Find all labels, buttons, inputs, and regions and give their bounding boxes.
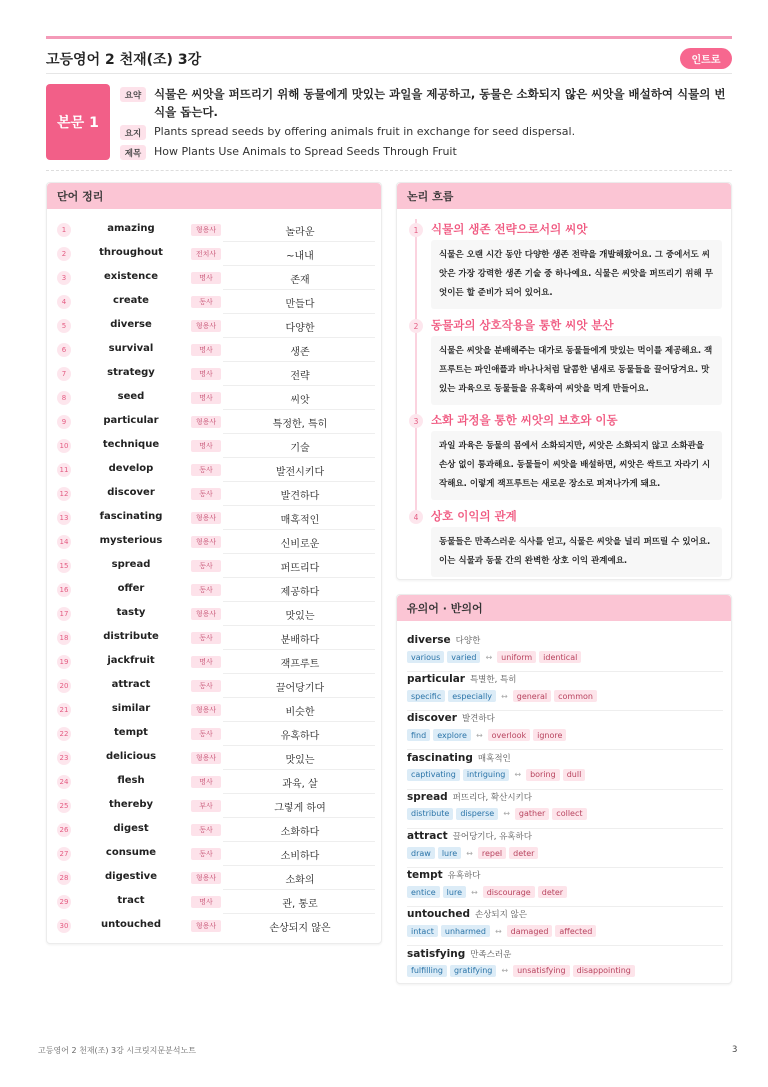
vocab-row xyxy=(47,578,383,602)
flow-step-number: 4 xyxy=(409,510,423,524)
vocab-meaning: 손상되지 않은 xyxy=(269,923,331,934)
flow-step-number: 3 xyxy=(409,414,423,428)
vocab-meaning: 다양한 xyxy=(285,323,315,334)
vocab-word: consume xyxy=(105,847,157,858)
vocab-word: discover xyxy=(107,487,155,498)
vocab-word: flesh xyxy=(117,775,145,786)
synonym-headword-meaning: 유혹하다 xyxy=(447,871,481,882)
opposite-arrow-icon: ↔ xyxy=(475,730,483,740)
section-divider xyxy=(46,170,732,171)
vocab-word: tract xyxy=(117,895,145,906)
synonym-chip: various xyxy=(407,651,444,663)
vocab-meaning: 발전시키다 xyxy=(275,467,325,478)
vocab-row xyxy=(47,266,383,290)
synonym-headword-meaning: 만족스러운 xyxy=(470,949,512,960)
gist-row xyxy=(120,123,575,140)
footer-text: 고등영어 2 천재(조) 3강 시크릿지문분석노트 xyxy=(38,1046,196,1055)
synonym-chip: especially xyxy=(448,690,496,702)
vocab-pos-badge: 형용사 xyxy=(191,512,221,524)
vocab-row xyxy=(47,746,383,770)
flow-step-number: 2 xyxy=(409,319,423,333)
vocab-meaning: 소화하다 xyxy=(280,827,320,838)
summary-text: 식물은 씨앗을 퍼뜨리기 위해 동물에게 맛있는 과일을 제공하고, 동물은 소화되지 않은 씨앗을 배설하여 식물의 번식을 돕는다. xyxy=(154,87,726,119)
vocab-meaning: 전략 xyxy=(290,371,310,382)
vocab-heading: 단어 정리 xyxy=(47,183,381,209)
antonym-chip: affected xyxy=(555,925,596,937)
synonym-headword xyxy=(407,712,495,724)
vocab-word: diverse xyxy=(110,319,152,330)
vocab-pos-badge: 형용사 xyxy=(191,416,221,428)
flow-step-text: 동물들은 만족스러운 식사를 얻고, 식물은 씨앗을 널리 퍼뜨릴 수 있어요. 이는 식물과 동물 간의 완벽한 상호 이익 관계예요. xyxy=(431,527,722,577)
vocab-row xyxy=(47,314,383,338)
synonym-headword-meaning: 특별한, 특히 xyxy=(469,675,517,686)
synonym-chips xyxy=(407,925,599,937)
synonym-chips xyxy=(407,769,588,781)
vocab-meaning: 끌어당기다 xyxy=(275,683,325,694)
vocab-meaning: 과육, 살 xyxy=(282,779,318,790)
vocab-row xyxy=(47,890,383,914)
vocab-pos-badge: 명사 xyxy=(191,656,221,668)
vocab-pos-badge: 전치사 xyxy=(191,248,221,260)
vocab-word: distribute xyxy=(103,631,159,642)
opposite-arrow-icon: ↔ xyxy=(514,770,522,780)
vocab-number: 18 xyxy=(57,631,71,645)
vocab-meaning: 씨앗 xyxy=(290,395,310,406)
summary-tag: 요약 xyxy=(120,87,146,102)
title-divider xyxy=(46,73,732,74)
vocab-pos-badge: 명사 xyxy=(191,368,221,380)
vocab-row xyxy=(47,626,383,650)
vocab-pos-badge: 동사 xyxy=(191,632,221,644)
vocab-word: existence xyxy=(103,271,158,282)
vocab-number: 29 xyxy=(57,895,71,909)
flow-step-title: 상호 이익의 관계 xyxy=(431,509,517,523)
vocab-pos-badge: 형용사 xyxy=(191,920,221,932)
vocab-word: tasty xyxy=(116,607,146,618)
vocab-word: spread xyxy=(111,559,151,570)
antonym-chip: dull xyxy=(563,769,586,781)
opposite-arrow-icon: ↔ xyxy=(503,809,510,819)
logic-heading: 논리 흐름 xyxy=(397,183,731,209)
vocab-pos-badge: 명사 xyxy=(191,440,221,452)
flow-step-text: 식물은 씨앗을 분배해주는 대가로 동물들에게 맛있는 먹이를 제공해요. 잭프루트는 파인애플과 바나나처럼 달콤한 냄새로 동물들을 끌어당겨요. 맛있는 과육으로 동물들을 유혹하여 씨앗을 먹게 만들어요. xyxy=(431,336,722,405)
synonym-headword-text: untouched xyxy=(407,908,470,921)
vocab-row xyxy=(47,650,383,674)
synonym-chip: varied xyxy=(447,651,480,663)
vocab-row xyxy=(47,698,383,722)
synonym-chip: disperse xyxy=(456,808,498,820)
vocab-number: 16 xyxy=(57,583,71,597)
vocab-number: 7 xyxy=(57,367,71,381)
synonym-chip: gratifying xyxy=(450,965,496,977)
antonym-chip: repel xyxy=(478,847,506,859)
synonym-chips xyxy=(407,729,569,741)
antonym-chip: unsatisfying xyxy=(513,965,570,977)
synonym-headword-text: tempt xyxy=(407,869,443,882)
synonym-headword-text: diverse xyxy=(407,634,451,646)
vocab-word: throughout xyxy=(99,247,163,258)
vocab-pos-badge: 동사 xyxy=(191,560,221,572)
vocab-row xyxy=(47,722,383,746)
vocab-number: 14 xyxy=(57,535,71,549)
vocab-pos-badge: 형용사 xyxy=(191,320,221,332)
antonym-chip: identical xyxy=(539,651,581,663)
synonym-headword xyxy=(407,869,480,881)
synonym-chip: captivating xyxy=(407,769,460,781)
antonym-chip: damaged xyxy=(507,925,553,937)
vocab-word: similar xyxy=(111,703,151,714)
vocab-number: 8 xyxy=(57,391,71,405)
opposite-arrow-icon: ↔ xyxy=(501,691,508,701)
vocab-number: 30 xyxy=(57,919,71,933)
vocab-row xyxy=(47,674,383,698)
synonym-entry xyxy=(407,829,723,868)
vocab-number: 25 xyxy=(57,799,71,813)
vocab-word: jackfruit xyxy=(107,655,155,666)
vocab-number: 1 xyxy=(57,223,71,237)
synonym-entry xyxy=(407,711,723,750)
vocab-meaning: 잭프루트 xyxy=(280,659,320,670)
synonym-entry xyxy=(407,790,723,829)
vocab-word: strategy xyxy=(107,367,155,378)
vocab-meaning: 소화의 xyxy=(285,875,315,886)
synonym-chip: lure xyxy=(443,886,466,898)
vocab-row xyxy=(47,410,383,434)
vocab-pos-badge: 동사 xyxy=(191,584,221,596)
vocab-number: 2 xyxy=(57,247,71,261)
synonym-chip: draw xyxy=(407,847,435,859)
synonym-headword xyxy=(407,673,516,685)
vocab-meaning: 특정한, 특히 xyxy=(272,419,328,430)
vocab-meaning: 발견하다 xyxy=(280,491,320,502)
vocab-row xyxy=(47,506,383,530)
vocab-word: digest xyxy=(113,823,149,834)
intro-button[interactable]: 인트로 xyxy=(680,48,732,69)
vocab-meaning: 맛있는 xyxy=(285,611,315,622)
opposite-arrow-icon: ↔ xyxy=(494,926,502,936)
logic-panel xyxy=(396,182,732,580)
vocab-row xyxy=(47,362,383,386)
flow-step-title: 동물과의 상호작용을 통한 씨앗 분산 xyxy=(431,318,614,332)
vocab-number: 27 xyxy=(57,847,71,861)
vocab-meaning: 퍼뜨리다 xyxy=(280,563,320,574)
vocab-meaning: 신비로운 xyxy=(280,539,320,550)
vocab-number: 4 xyxy=(57,295,71,309)
vocab-pos-badge: 명사 xyxy=(191,272,221,284)
vocab-word: amazing xyxy=(107,223,155,234)
vocab-pos-badge: 명사 xyxy=(191,392,221,404)
vocab-number: 12 xyxy=(57,487,71,501)
synonym-chip: unharmed xyxy=(441,925,490,937)
antonym-chip: discourage xyxy=(483,886,535,898)
vocab-row xyxy=(47,386,383,410)
synonym-chip: intact xyxy=(407,925,438,937)
synonym-chips xyxy=(407,690,600,702)
page-number: 3 xyxy=(732,1045,738,1055)
synonym-entry xyxy=(407,868,723,907)
vocab-word: delicious xyxy=(105,751,157,762)
vocab-word: develop xyxy=(108,463,154,474)
synonym-chip: specific xyxy=(407,690,445,702)
synonym-entry xyxy=(407,751,723,790)
top-accent-bar xyxy=(46,36,732,39)
vocab-panel xyxy=(46,182,382,944)
gist-text: Plants spread seeds by offering animals fruit in exchange for seed dispersal. xyxy=(154,125,576,138)
vocab-pos-badge: 형용사 xyxy=(191,752,221,764)
vocab-meaning: ~내내 xyxy=(286,251,314,262)
vocab-word: fascinating xyxy=(99,511,163,522)
antonym-chip: uniform xyxy=(497,651,536,663)
synonym-headword-text: satisfying xyxy=(407,947,466,960)
synonym-headword xyxy=(407,791,532,803)
synonym-headword-text: fascinating xyxy=(407,751,473,764)
synonym-entry xyxy=(407,947,723,986)
vocab-pos-badge: 동사 xyxy=(191,680,221,692)
vocab-pos-badge: 동사 xyxy=(191,296,221,308)
synonym-chip: explore xyxy=(433,729,471,741)
synonym-chip: distribute xyxy=(407,808,453,820)
vocab-meaning: 존재 xyxy=(290,275,310,286)
antonym-chip: overlook xyxy=(488,729,530,741)
vocab-row xyxy=(47,842,383,866)
vocab-meaning: 기술 xyxy=(290,443,310,454)
opposite-arrow-icon: ↔ xyxy=(466,848,473,858)
vocab-row xyxy=(47,554,383,578)
vocab-meaning: 유혹하다 xyxy=(280,731,320,742)
synonym-headword-meaning: 다양한 xyxy=(455,636,481,646)
synonym-chip: entice xyxy=(407,886,440,898)
summary-row xyxy=(120,85,732,121)
gist-tag: 요지 xyxy=(120,125,146,140)
antonym-chip: gather xyxy=(515,808,549,820)
synonym-headword-meaning: 끌어당기다, 유혹하다 xyxy=(452,832,532,842)
vocab-number: 13 xyxy=(57,511,71,525)
vocab-number: 9 xyxy=(57,415,71,429)
synonym-headword-text: particular xyxy=(407,673,465,686)
vocab-meaning: 소비하다 xyxy=(280,851,320,862)
vocab-row xyxy=(47,770,383,794)
synonym-headword xyxy=(407,908,527,920)
vocab-number: 26 xyxy=(57,823,71,837)
synonym-chips xyxy=(407,886,570,898)
title-tag: 제목 xyxy=(120,145,146,160)
antonym-chip: general xyxy=(513,690,551,702)
vocab-meaning: 놀라운 xyxy=(285,227,315,238)
synonym-chips xyxy=(407,651,584,663)
vocab-meaning: 그렇게 하여 xyxy=(274,803,326,814)
vocab-row xyxy=(47,338,383,362)
antonym-chip: deter xyxy=(509,847,538,859)
vocab-pos-badge: 형용사 xyxy=(191,608,221,620)
section-badge: 본문 1 xyxy=(46,84,110,160)
antonym-chip: common xyxy=(554,690,597,702)
synonym-headword-meaning: 퍼뜨리다, 확산시키다 xyxy=(452,792,532,803)
vocab-row xyxy=(47,818,383,842)
vocab-row xyxy=(47,218,383,242)
flow-step-number: 1 xyxy=(409,223,423,237)
vocab-row xyxy=(47,602,383,626)
vocab-meaning: 분배하다 xyxy=(280,635,320,646)
vocab-pos-badge: 명사 xyxy=(191,344,221,356)
vocab-meaning: 제공하다 xyxy=(280,587,320,598)
synonym-chip: lure xyxy=(438,847,461,859)
vocab-number: 17 xyxy=(57,607,71,621)
page-title: 고등영어 2 천재(조) 3강 xyxy=(46,52,202,68)
vocab-row xyxy=(47,242,383,266)
vocab-pos-badge: 형용사 xyxy=(191,536,221,548)
antonym-chip: disappointing xyxy=(573,965,635,977)
flow-step-text: 식물은 오랜 시간 동안 다양한 생존 전략을 개발해왔어요. 그 중에서도 씨앗은 가장 강력한 생존 기술 중 하나예요. 식물은 씨앗을 퍼뜨리기 위해 무엇이든 할 준비가 되어 있어요. xyxy=(431,240,722,309)
antonym-chip: deter xyxy=(538,886,567,898)
vocab-meaning: 비슷한 xyxy=(285,707,315,718)
vocab-row xyxy=(47,434,383,458)
vocab-meaning: 관, 통로 xyxy=(282,899,318,910)
vocab-meaning: 매혹적인 xyxy=(280,515,320,526)
vocab-number: 15 xyxy=(57,559,71,573)
synonym-headword xyxy=(407,948,511,960)
synonym-entry xyxy=(407,907,723,946)
synonym-entry xyxy=(407,672,723,711)
vocab-number: 3 xyxy=(57,271,71,285)
vocab-pos-badge: 동사 xyxy=(191,464,221,476)
vocab-meaning: 맛있는 xyxy=(285,755,315,766)
flow-step-text: 과일 과육은 동물의 몸에서 소화되지만, 씨앗은 소화되지 않고 소화관을 손상 없이 통과해요. 동물들이 씨앗을 배설하면, 씨앗은 싹트고 자라기 시작해요. 이렇게 잭프루트는 새로운 장소로 퍼져나가게 돼요. xyxy=(431,431,722,500)
synonym-chips xyxy=(407,808,590,820)
vocab-number: 22 xyxy=(57,727,71,741)
opposite-arrow-icon: ↔ xyxy=(501,966,509,976)
title-text: How Plants Use Animals to Spread Seeds Through Fruit xyxy=(154,145,457,158)
vocab-word: attract xyxy=(111,679,151,690)
vocab-word: particular xyxy=(103,415,159,426)
vocab-number: 20 xyxy=(57,679,71,693)
vocab-number: 21 xyxy=(57,703,71,717)
synonym-chips xyxy=(407,965,638,977)
synonym-headword-meaning: 손상되지 않은 xyxy=(475,910,527,921)
synonym-chip: fulfilling xyxy=(407,965,447,977)
vocab-word: untouched xyxy=(101,919,161,930)
vocab-word: technique xyxy=(102,439,160,450)
title-row xyxy=(120,143,457,160)
vocab-word: thereby xyxy=(108,799,154,810)
vocab-row xyxy=(47,914,383,938)
vocab-pos-badge: 부사 xyxy=(191,800,221,812)
vocab-number: 23 xyxy=(57,751,71,765)
synonym-entry xyxy=(407,633,723,672)
synonym-headword-text: attract xyxy=(407,830,448,842)
vocab-number: 24 xyxy=(57,775,71,789)
synonyms-heading: 유의어 · 반의어 xyxy=(397,595,731,621)
vocab-pos-badge: 명사 xyxy=(191,776,221,788)
antonym-chip: ignore xyxy=(533,729,566,741)
synonym-headword xyxy=(407,830,532,842)
vocab-number: 6 xyxy=(57,343,71,357)
vocab-pos-badge: 형용사 xyxy=(191,872,221,884)
vocab-pos-badge: 동사 xyxy=(191,824,221,836)
vocab-word: offer xyxy=(117,583,145,594)
vocab-number: 10 xyxy=(57,439,71,453)
flow-connector xyxy=(415,219,417,519)
synonym-headword-text: discover xyxy=(407,712,457,725)
vocab-pos-badge: 동사 xyxy=(191,848,221,860)
vocab-word: seed xyxy=(117,391,145,402)
flow-step-title: 식물의 생존 전략으로서의 씨앗 xyxy=(431,222,588,236)
vocab-pos-badge: 형용사 xyxy=(191,224,221,236)
flow-step-title: 소화 과정을 통한 씨앗의 보호와 이동 xyxy=(431,413,618,427)
vocab-number: 5 xyxy=(57,319,71,333)
synonym-headword-meaning: 매혹적인 xyxy=(477,753,511,764)
vocab-word: digestive xyxy=(105,871,157,882)
antonym-chip: boring xyxy=(526,769,560,781)
vocab-row xyxy=(47,794,383,818)
synonym-chip: intriguing xyxy=(463,769,509,781)
synonym-headword-text: spread xyxy=(407,790,448,803)
vocab-word: mysterious xyxy=(99,535,163,546)
vocab-row xyxy=(47,530,383,554)
opposite-arrow-icon: ↔ xyxy=(471,887,478,897)
vocab-word: tempt xyxy=(114,727,148,738)
synonym-headword xyxy=(407,634,480,646)
synonyms-panel xyxy=(396,594,732,984)
antonym-chip: collect xyxy=(552,808,586,820)
synonym-chip: find xyxy=(407,729,430,741)
vocab-number: 28 xyxy=(57,871,71,885)
synonym-headword xyxy=(407,752,511,764)
synonym-headword-meaning: 발견하다 xyxy=(461,714,495,725)
vocab-number: 19 xyxy=(57,655,71,669)
vocab-meaning: 생존 xyxy=(290,347,310,358)
vocab-row xyxy=(47,866,383,890)
vocab-pos-badge: 동사 xyxy=(191,728,221,740)
vocab-pos-badge: 형용사 xyxy=(191,704,221,716)
vocab-meaning: 만들다 xyxy=(285,299,315,310)
vocab-row xyxy=(47,458,383,482)
vocab-pos-badge: 명사 xyxy=(191,896,221,908)
vocab-pos-badge: 동사 xyxy=(191,488,221,500)
vocab-row xyxy=(47,290,383,314)
vocab-word: survival xyxy=(108,343,154,354)
opposite-arrow-icon: ↔ xyxy=(485,652,493,662)
vocab-word: create xyxy=(113,295,149,306)
vocab-number: 11 xyxy=(57,463,71,477)
synonym-chips xyxy=(407,847,541,859)
vocab-row xyxy=(47,482,383,506)
